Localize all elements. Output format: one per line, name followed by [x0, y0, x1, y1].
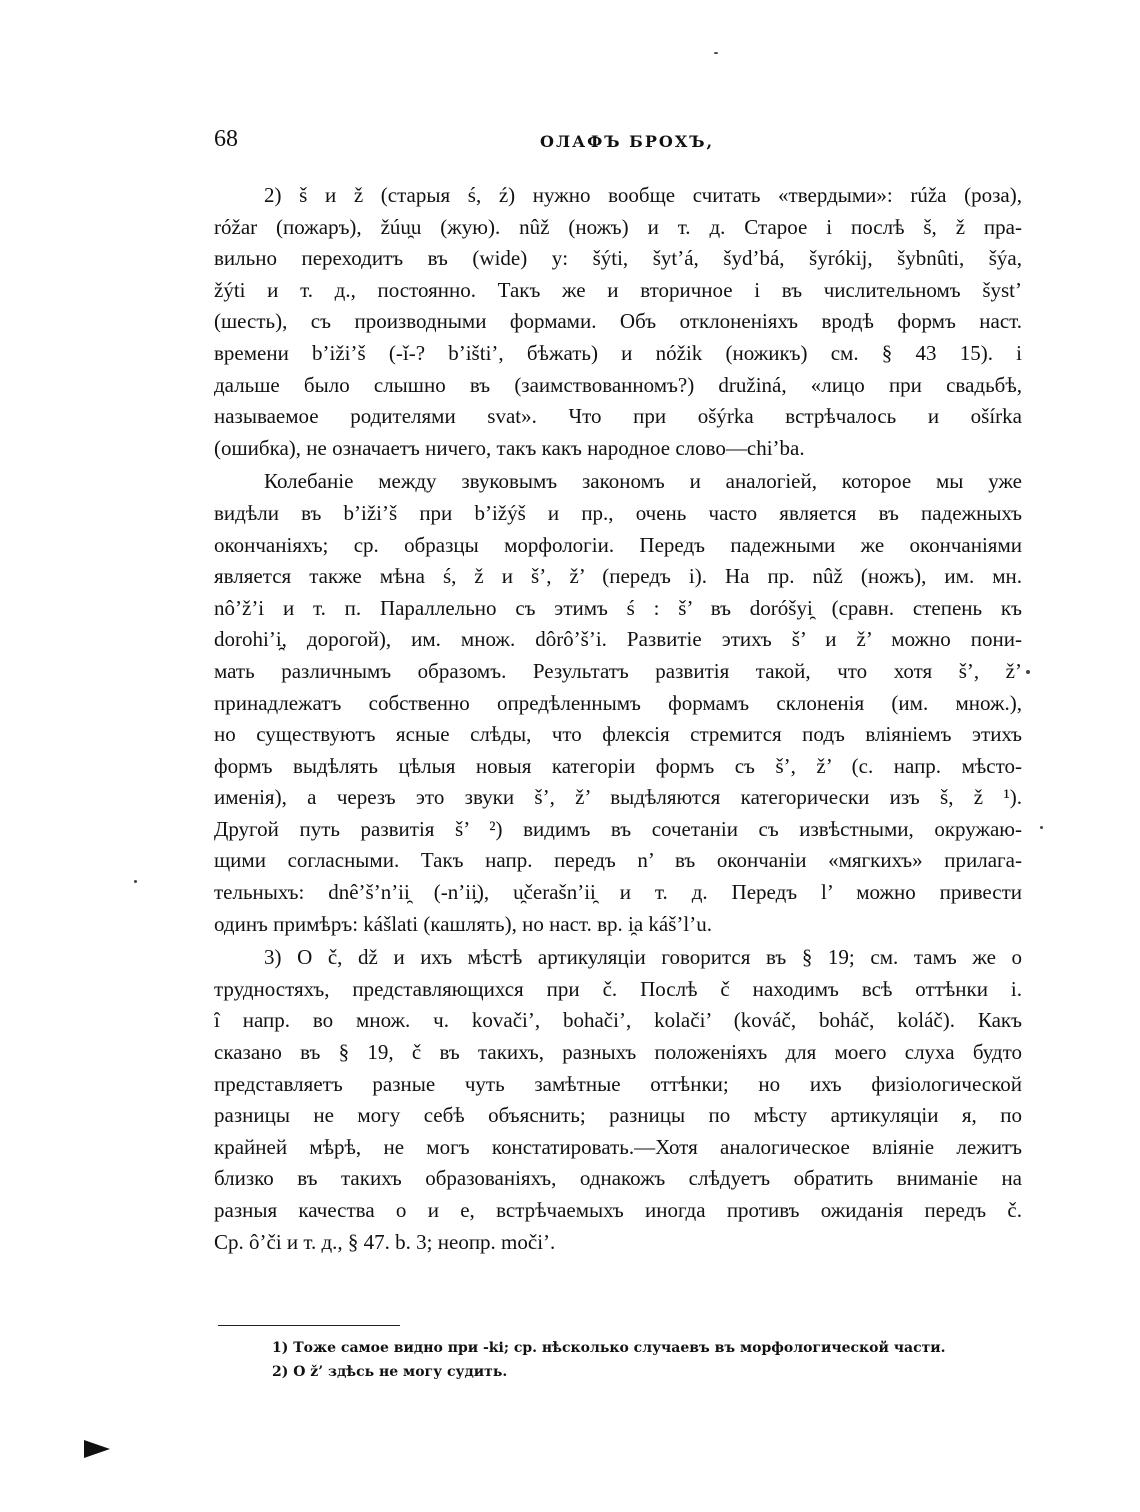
text-line: дальше было слышно въ (заимствованномъ?) družiná, «лицо при свадьбѣ,	[214, 372, 1022, 397]
footnote-2: 2) О ž’ здѣсь не могу судить.	[272, 1364, 508, 1380]
text-line: Колебаніе между звуковымъ закономъ и аналогіей, которое мы уже	[264, 469, 1022, 494]
paragraph-1	[214, 180, 1022, 464]
text-line: róžar (пожаръ), žúu̯u (жую). nûž (ножъ) и т. д. Старое i послѣ š, ž пра-	[214, 214, 1022, 239]
text-line: представляетъ разные чуть замѣтные оттѣнки; но ихъ физіологической	[214, 1071, 1022, 1096]
body-text	[214, 180, 1022, 1260]
text-line: вильно переходитъ въ (wide) y: šýti, šyt’á, šyd’bá, šyrókij, šybnûti, šýa,	[214, 246, 1022, 271]
text-line: является также мѣна ś, ž и š’, ž’ (передъ i). На пр. nûž (ножъ), им. мн.	[214, 564, 1022, 589]
text-line: принадлежатъ собственно опредѣленнымъ формамъ склоненія (им. множ.),	[214, 690, 1022, 715]
text-line: сказано въ § 19, č въ такихъ, разныхъ положеніяхъ для моего слуха будто	[214, 1040, 1022, 1065]
text-line: но существуютъ ясные слѣды, что флексія стремится подъ вліяніемъ этихъ	[214, 722, 1022, 747]
text-line: 2) š и ž (старыя ś, ź) нужно вообще считать «твердыми»: rúža (роза),	[264, 183, 1022, 207]
text-line: трудностяхъ, представляющихся при č. Послѣ č находимъ всѣ оттѣнки i.	[214, 976, 1022, 1001]
text-line: называемое родителями svat». Что при ošýrka встрѣчалось и ošírka	[214, 404, 1022, 429]
text-line: 3) О č, dž и ихъ мѣстѣ артикуляціи говорится въ § 19; см. тамъ же о	[264, 945, 1022, 970]
scan-speck	[134, 880, 137, 883]
text-line: окончаніяхъ; ср. образцы морфологіи. Передъ падежными же окончаніями	[214, 532, 1022, 557]
text-line: одинъ примѣръ: kášlati (кашлять), но наст. вр. i̯a káš’l’u.	[214, 911, 712, 936]
text-line: разницы не могу себѣ объяснить; разницы по мѣсту артикуляціи я, по	[214, 1103, 1022, 1128]
text-line: (шесть), съ производными формами. Объ отклоненіяхъ вродѣ формъ наст.	[214, 309, 1022, 334]
text-line: мать различнымъ образомъ. Результатъ развитія такой, что хотя š’, ž’	[214, 658, 1022, 683]
text-line: žýti и т. д., постоянно. Такъ же и вторичное i въ числительномъ šyst’	[214, 277, 1022, 302]
paragraph-2	[214, 466, 1022, 940]
running-title: ОЛАФЪ БРОХЪ,	[540, 132, 715, 151]
text-line: именія), а черезъ это звуки š’, ž’ выдѣляются категорически изъ š, ž ¹).	[214, 785, 1022, 810]
page-header	[214, 126, 1022, 156]
footnote-divider	[218, 1325, 400, 1326]
scan-speck	[1040, 826, 1043, 829]
text-line: dorohi’i̯, дорогой), им. множ. dôrô’š’i. Развитіе этихъ š’ и ž’ можно пони-	[214, 627, 1022, 652]
text-line: тельныхъ: dnê’š’n’ii̯ (-n’ii̯), u̯čerašn’ii̯ и т. д. Передъ l’ можно привести	[214, 880, 1022, 905]
text-line: Другой путь развитія š’ ²) видимъ въ сочетаніи съ извѣстными, окружаю-	[214, 816, 1022, 841]
text-line: î напр. во множ. ч. kovači’, bohači’, kolači’ (kováč, boháč, koláč). Какъ	[214, 1008, 1022, 1033]
footnote-1: 1) Тоже самое видно при -ki; ср. нѣсколько случаевъ въ морфологической части.	[272, 1340, 946, 1356]
margin-marker-icon	[84, 1440, 110, 1458]
text-line: времени b’iži’š (-ǐ-? b’išti’, бѣжать) и nóžik (ножикъ) см. § 43 15). i	[214, 340, 1022, 365]
text-line: формъ выдѣлять цѣлыя новыя категоріи формъ съ š’, ž’ (с. напр. мѣсто-	[214, 753, 1022, 778]
text-line: nô’ž’i и т. п. Параллельно съ этимъ ś : š’ въ doróšyi̯ (сравн. степень къ	[214, 595, 1022, 620]
text-line: крайней мѣрѣ, не могъ констатировать.—Хотя аналогическое вліяніе лежитъ	[214, 1134, 1022, 1159]
text-line: Ср. ô’či и т. д., § 47. b. 3; неопр. moči’.	[214, 1229, 556, 1254]
text-line: видѣли въ b’iži’š при b’ižýš и пр., очень часто является въ падежныхъ	[214, 500, 1022, 525]
scan-speck	[1026, 670, 1030, 674]
scan-speck	[714, 52, 718, 54]
footnotes	[272, 1336, 1012, 1384]
page-number: 68	[214, 126, 238, 152]
paragraph-3	[214, 942, 1022, 1258]
text-line: близко въ такихъ образованіяхъ, однакожъ слѣдуетъ обратить вниманіе на	[214, 1166, 1022, 1191]
text-line: разныя качества o и e, встрѣчаемыхъ иногда противъ ожиданія передъ č.	[214, 1198, 1022, 1222]
text-line: щими согласными. Такъ напр. передъ n’ въ окончаніи «мягкихъ» прилага-	[214, 848, 1022, 873]
text-line: (ошибка), не означаетъ ничего, такъ какъ народное слово—chi’ba.	[214, 435, 805, 460]
